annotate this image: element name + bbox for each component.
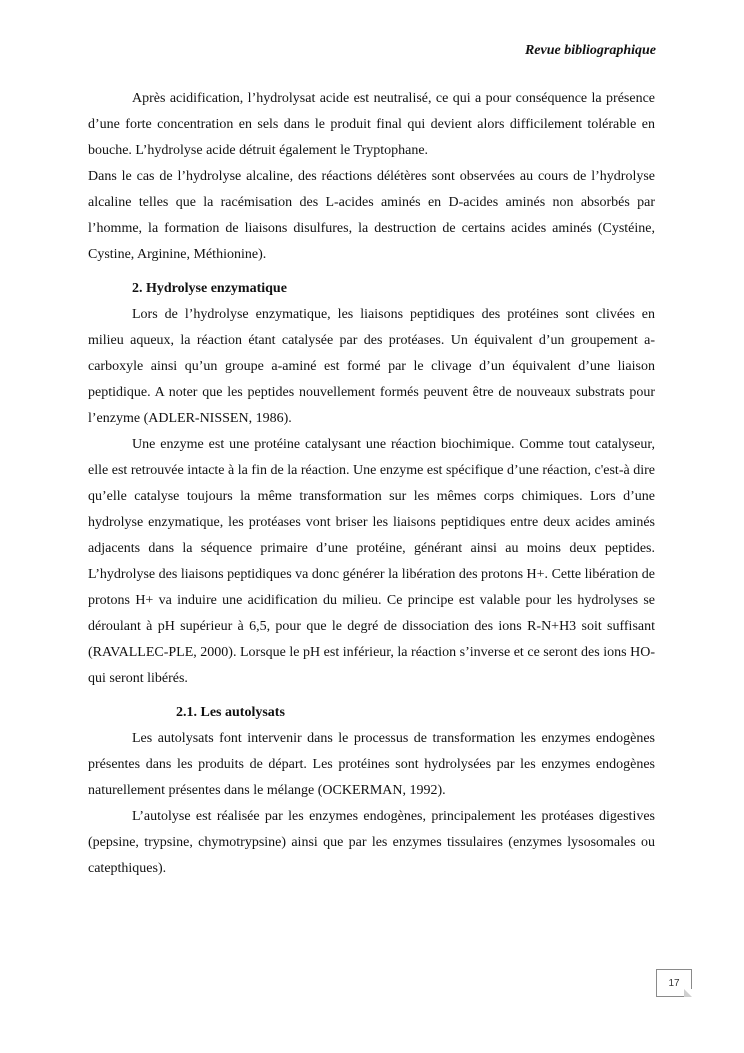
paragraph-enzyme-definition: Une enzyme est une protéine catalysant une réaction biochimique. Comme tout catalyseur, elle est retrouvée intacte à la fin de la réaction. Une enzyme est spécifique d’une réaction, c'est-à dire qu’elle catalyse toujours la même transformation sur les mêmes corps chimiques. Lors d’une hydrolyse enzymatique, les protéases vont briser les liaisons peptidiques entre deux acides aminés adjacents dans la séquence primaire d’une protéine, générant ainsi au moins deux peptides. L’hydrolyse des liaisons peptidiques va donc générer la libération des protons H+. Cette libération de protons H+ va induire une acidification du milieu. Ce principe est valable pour les hydrolyses se déroulant à pH supérieur à 6,5, pour que le degré de dissociation des ions R-N+H3 soit suffisant (RAVALLEC-PLE, 2000). Lorsque le pH est inférieur, la réaction s’inverse et ce seront des ions HO- qui seront libérés. — [88, 437, 655, 686]
paragraph-enzymatic-cleavage: Lors de l’hydrolyse enzymatique, les liaisons peptidiques des protéines sont clivées en milieu aqueux, la réaction étant catalysée par des protéases. Un équivalent d’un groupement a-carboxyle ainsi qu’un groupe a-aminé est formé par le clivage d’un équivalent d’une liaison peptidique. A noter que les peptides nouvellement formés peuvent être de nouveaux substrats pour l’enzyme (ADLER-NISSEN, 1986). — [88, 307, 655, 426]
subsection-heading-autolysats: 2.1. Les autolysats — [176, 705, 285, 720]
paragraph-alkaline-hydrolysis: Dans le cas de l’hydrolyse alcaline, des réactions délétères sont observées au cours de l’hydrolyse alcaline telles que la racémisation des L-acides aminés en D-acides aminés non absorbés par l’homme, la formation de liaisons disulfures, la destruction de certains acides aminés (Cystéine, Cystine, Arginine, Méthionine). — [88, 169, 655, 262]
paragraph-autolysats: Les autolysats font intervenir dans le processus de transformation les enzymes endogènes présentes dans les produits de départ. Les protéines sont hydrolysées par les enzymes endogènes naturellement présentes dans le mélange (OCKERMAN, 1992). — [88, 731, 655, 798]
body-text — [88, 86, 655, 882]
section-heading-hydrolyse-enzymatique: 2. Hydrolyse enzymatique — [132, 281, 287, 296]
paragraph-acid-neutralization: Après acidification, l’hydrolysat acide est neutralisé, ce qui a pour conséquence la présence d’une forte concentration en sels dans le produit final qui devient alors difficilement tolérable en bouche. L’hydrolyse acide détruit également le Tryptophane. — [88, 91, 655, 158]
page-number: 17 — [668, 978, 680, 989]
paragraph-autolyse: L’autolyse est réalisée par les enzymes endogènes, principalement les protéases digestives (pepsine, trypsine, chymotrypsine) ainsi que par les enzymes tissulaires (enzymes lysosomales ou catepthiques). — [88, 809, 655, 876]
running-header: Revue bibliographique — [524, 43, 656, 58]
page-number-box — [656, 969, 692, 997]
page-curl-icon — [684, 989, 692, 997]
